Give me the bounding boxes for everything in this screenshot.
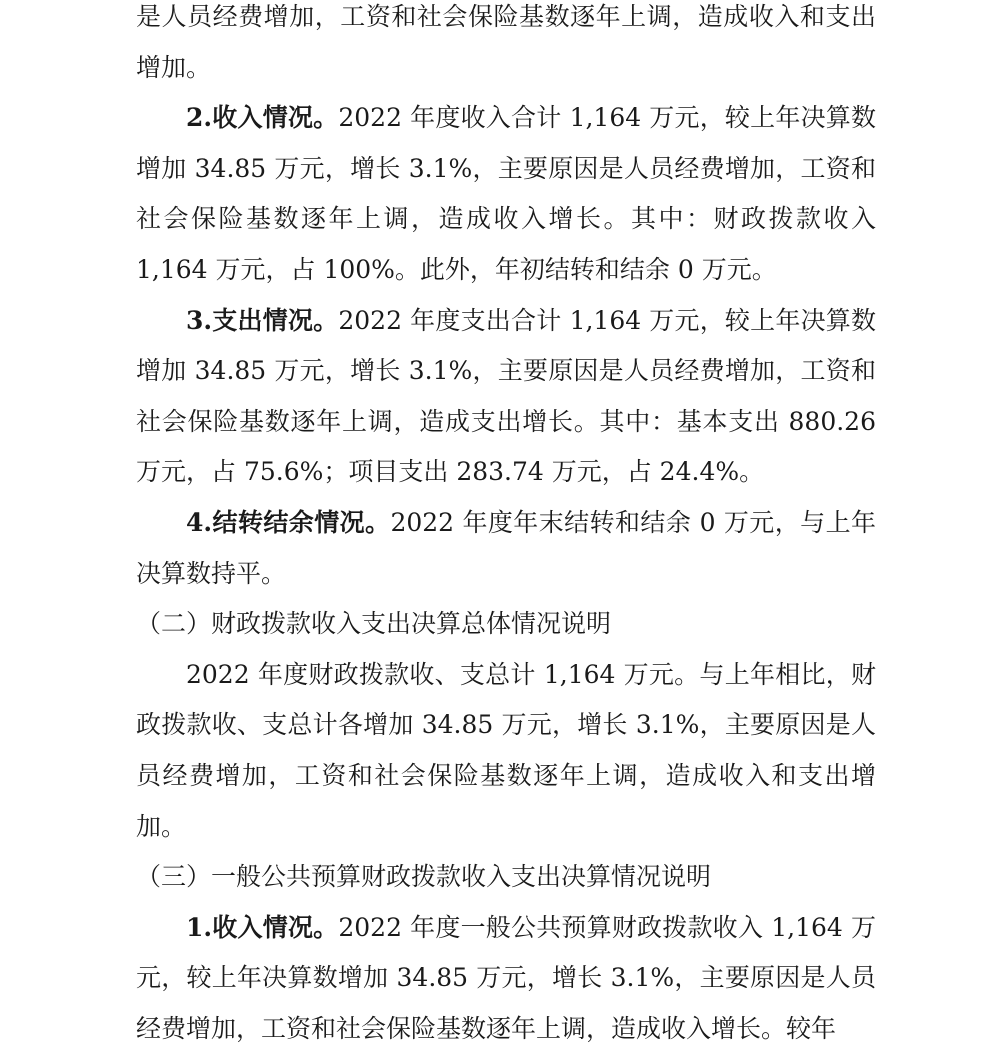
- paragraph-lead: 4.结转结余情况。: [186, 507, 391, 537]
- paragraph-general-budget-income: [136, 903, 876, 1054]
- paragraph-lead: 2.收入情况。: [186, 103, 339, 133]
- paragraph-text: 2022 年度一般公共预算财政拨款收入 1,164 万元，较上年决算数增加 34.85 万元，增长 3.1%，主要原因是人员经费增加，工资和社会保险基数逐年上调，造成收入增长。较年: [136, 912, 876, 1043]
- paragraph-text: 2022 年度支出合计 1,164 万元，较上年决算数增加 34.85 万元，增长 3.1%，主要原因是人员经费增加，工资和社会保险基数逐年上调，造成支出增长。其中：基本支出 880.26 万元，占 75.6%；项目支出 283.74 万元，占 24.4%。: [136, 305, 876, 487]
- paragraph-text: 2022 年度财政拨款收、支总计 1,164 万元。与上年相比，财政拨款收、支总计各增加 34.85 万元，增长 3.1%，主要原因是人员经费增加，工资和社会保险基数逐年上调，造成收入和支出增加。: [136, 659, 876, 841]
- section-heading-text: （三）一般公共预算财政拨款收入支出决算情况说明: [136, 862, 712, 892]
- paragraph-text: 是人员经费增加，工资和社会保险基数逐年上调，造成收入和支出增加。: [136, 2, 876, 82]
- paragraph-overview-continuation: [136, 0, 876, 93]
- section-heading-fiscal-appropriation-overall: [136, 599, 876, 650]
- paragraph-text: 2022 年度收入合计 1,164 万元，较上年决算数增加 34.85 万元，增长 3.1%，主要原因是人员经费增加，工资和社会保险基数逐年上调，造成收入增长。其中：财政拨款收入 1,164 万元，占 100%。此外，年初结转和结余 0 万元。: [136, 103, 876, 284]
- paragraph-fiscal-appropriation-overall: [136, 650, 876, 852]
- paragraph-income-situation: [136, 93, 876, 295]
- section-heading-text: （二）财政拨款收入支出决算总体情况说明: [136, 609, 612, 639]
- paragraph-text: 2022 年度年末结转和结余 0 万元，与上年决算数持平。: [136, 507, 876, 588]
- paragraph-lead: 1.收入情况。: [186, 912, 339, 942]
- paragraph-carryover-balance: [136, 498, 876, 599]
- document-page: [136, 0, 876, 1054]
- paragraph-lead: 3.支出情况。: [186, 305, 339, 335]
- paragraph-expenditure-situation: [136, 296, 876, 498]
- section-heading-general-public-budget: [136, 852, 876, 903]
